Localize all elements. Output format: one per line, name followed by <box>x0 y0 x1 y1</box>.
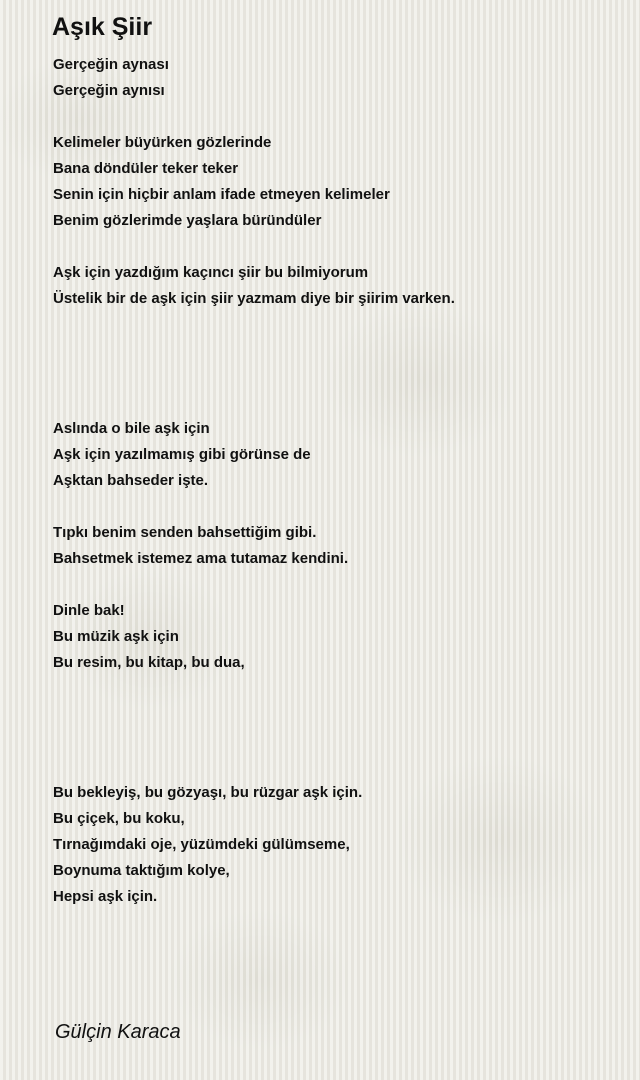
poem-line: Tırnağımdaki oje, yüzümdeki gülümseme, <box>53 836 350 853</box>
poem-line: Bu resim, bu kitap, bu dua, <box>53 654 245 671</box>
stanza-gap <box>53 728 623 754</box>
stanza-gap <box>53 104 623 130</box>
poem-line: Dinle bak! <box>53 602 125 619</box>
poem-line: Gerçeğin aynası <box>53 56 169 73</box>
stanza-gap <box>53 676 623 702</box>
poem-line: Aşk için yazdığım kaçıncı şiir bu bilmiyorum <box>53 264 369 281</box>
stanza-gap <box>53 494 623 520</box>
poem-line: Senin için hiçbir anlam ifade etmeyen kelimeler <box>53 186 390 203</box>
poem-line: Bahsetmek istemez ama tutamaz kendini. <box>53 550 349 567</box>
poem-line: Bu bekleyiş, bu gözyaşı, bu rüzgar aşk için. <box>53 784 363 801</box>
poem-line: Aslında o bile aşk için <box>53 420 210 437</box>
stanza-gap <box>53 234 623 260</box>
poem-line: Üstelik bir de aşk için şiir yazmam diye bir şiirim varken. <box>53 290 455 307</box>
stanza-gap <box>53 754 623 780</box>
stanza-gap <box>53 390 623 416</box>
poem-line: Kelimeler büyürken gözlerinde <box>53 134 272 151</box>
poem-line: Bu müzik aşk için <box>53 628 179 645</box>
poem-line: Bu çiçek, bu koku, <box>53 810 185 827</box>
poem-author: Gülçin Karaca <box>55 1021 181 1043</box>
poem-line: Bana döndüler teker teker <box>53 160 239 177</box>
poem-line: Gerçeğin aynısı <box>53 82 165 99</box>
stanza-gap <box>53 364 623 390</box>
poem-line: Aşk için yazılmamış gibi görünse de <box>53 446 311 463</box>
poem-title: Aşık Şiir <box>52 13 153 41</box>
poem-line: Hepsi aşk için. <box>53 888 158 905</box>
stanza-gap <box>53 702 623 728</box>
poem-line: Boynuma taktığım kolye, <box>53 862 230 879</box>
poem-body <box>53 52 623 910</box>
stanza-gap <box>53 312 623 338</box>
poem-line: Benim gözlerimde yaşlara büründüler <box>53 212 322 229</box>
stanza-gap <box>53 572 623 598</box>
poem-line: Aşktan bahseder işte. <box>53 472 209 489</box>
poem-line: Tıpkı benim senden bahsettiğim gibi. <box>53 524 317 541</box>
stanza-gap <box>53 338 623 364</box>
